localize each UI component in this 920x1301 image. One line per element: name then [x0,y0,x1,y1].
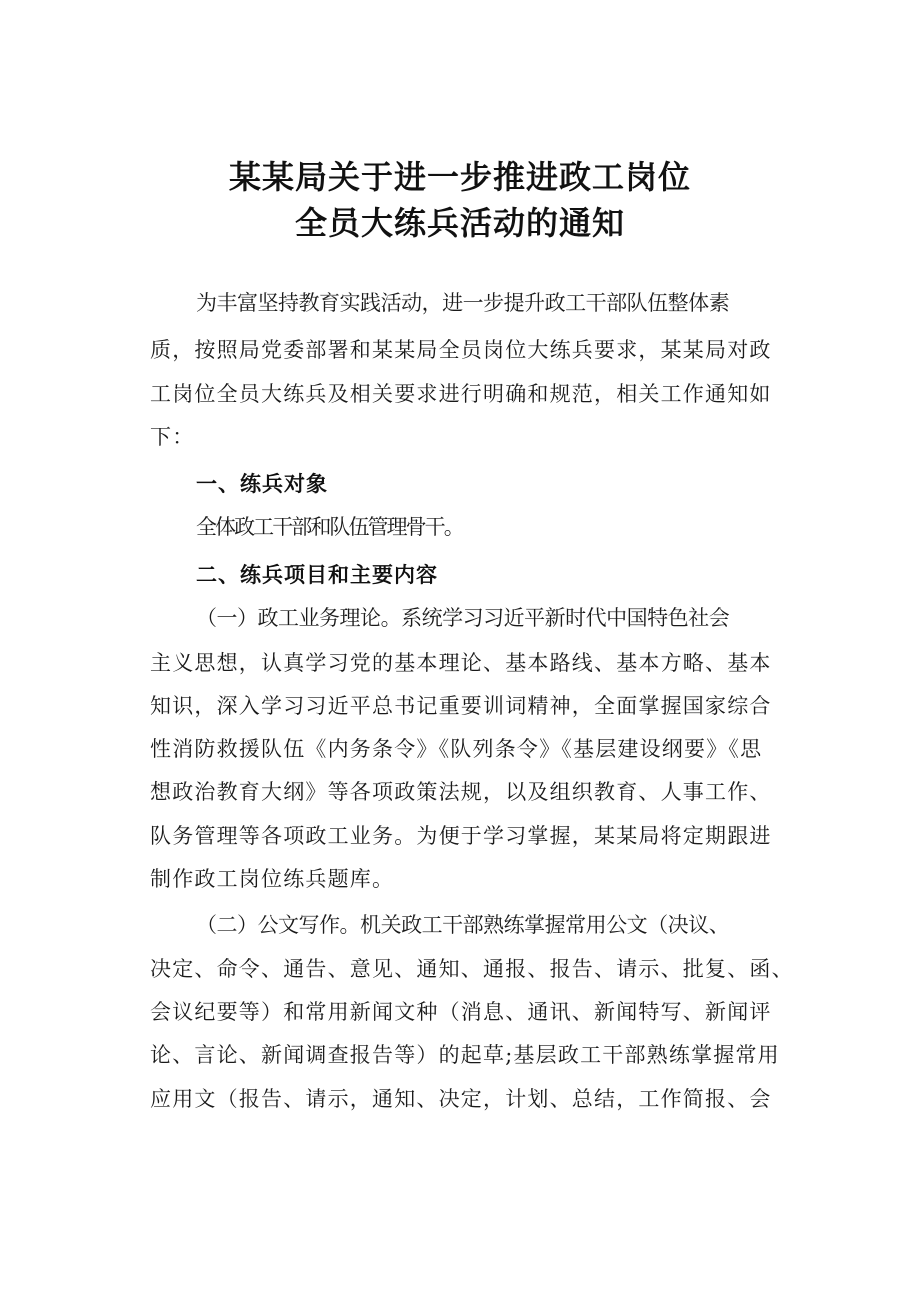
document-title-line-2: 全员大练兵活动的通知 [294,204,625,242]
item-1-line: 主义思想，认真学习党的基本理论、基本路线、基本方略、基本 [150,651,772,675]
item-2-line: 会议纪要等）和常用新闻文种（消息、通讯、新闻特写、新闻评 [150,1000,772,1024]
item-1-line: 制作政工岗位练兵题库。 [150,867,395,891]
item-2-line: 决定、命令、通告、意见、通知、通报、报告、请示、批复、函、 [150,957,794,981]
item-1-line: 队务管理等各项政工业务。为便于学习掌握，某某局将定期跟进 [150,824,772,848]
section-1-heading: 一、练兵对象 [196,472,328,496]
item-1-line: 想政治教育大纲》等各项政策法规，以及组织教育、人事工作、 [150,780,772,804]
item-1-line: 性消防救援队伍《内务条令》《队列条令》《基层建设纲要》《思 [150,737,763,761]
section-2-heading: 二、练兵项目和主要内容 [196,563,438,587]
intro-line: 工岗位全员大练兵及相关要求进行明确和规范，相关工作通知如 [150,382,772,406]
item-2-line: 论、言论、新闻调查报告等）的起草;基层政工干部熟练掌握常用 [150,1043,780,1067]
item-2-line: 应用文（报告、请示，通知、决定，计划、总结，工作简报、会 [150,1087,772,1111]
document-title-line-1: 某某局关于进一步推进政工岗位 [228,158,691,196]
section-1-body: 全体政工干部和队伍管理骨干。 [196,515,463,539]
intro-line: 质，按照局党委部署和某某局全员岗位大练兵要求，某某局对政 [150,338,772,362]
intro-line: 为丰富坚持教育实践活动，进一步提升政工干部队伍整体素 [196,291,730,315]
intro-line: 下： [150,425,195,449]
item-1-line: （一）政工业务理论。系统学习习近平新时代中国特色社会 [196,606,730,630]
item-1-line: 知识，深入学习习近平总书记重要训词精神，全面掌握国家综合 [150,694,772,718]
item-2-line: （二）公文写作。机关政工干部熟练掌握常用公文（决议、 [196,913,730,937]
